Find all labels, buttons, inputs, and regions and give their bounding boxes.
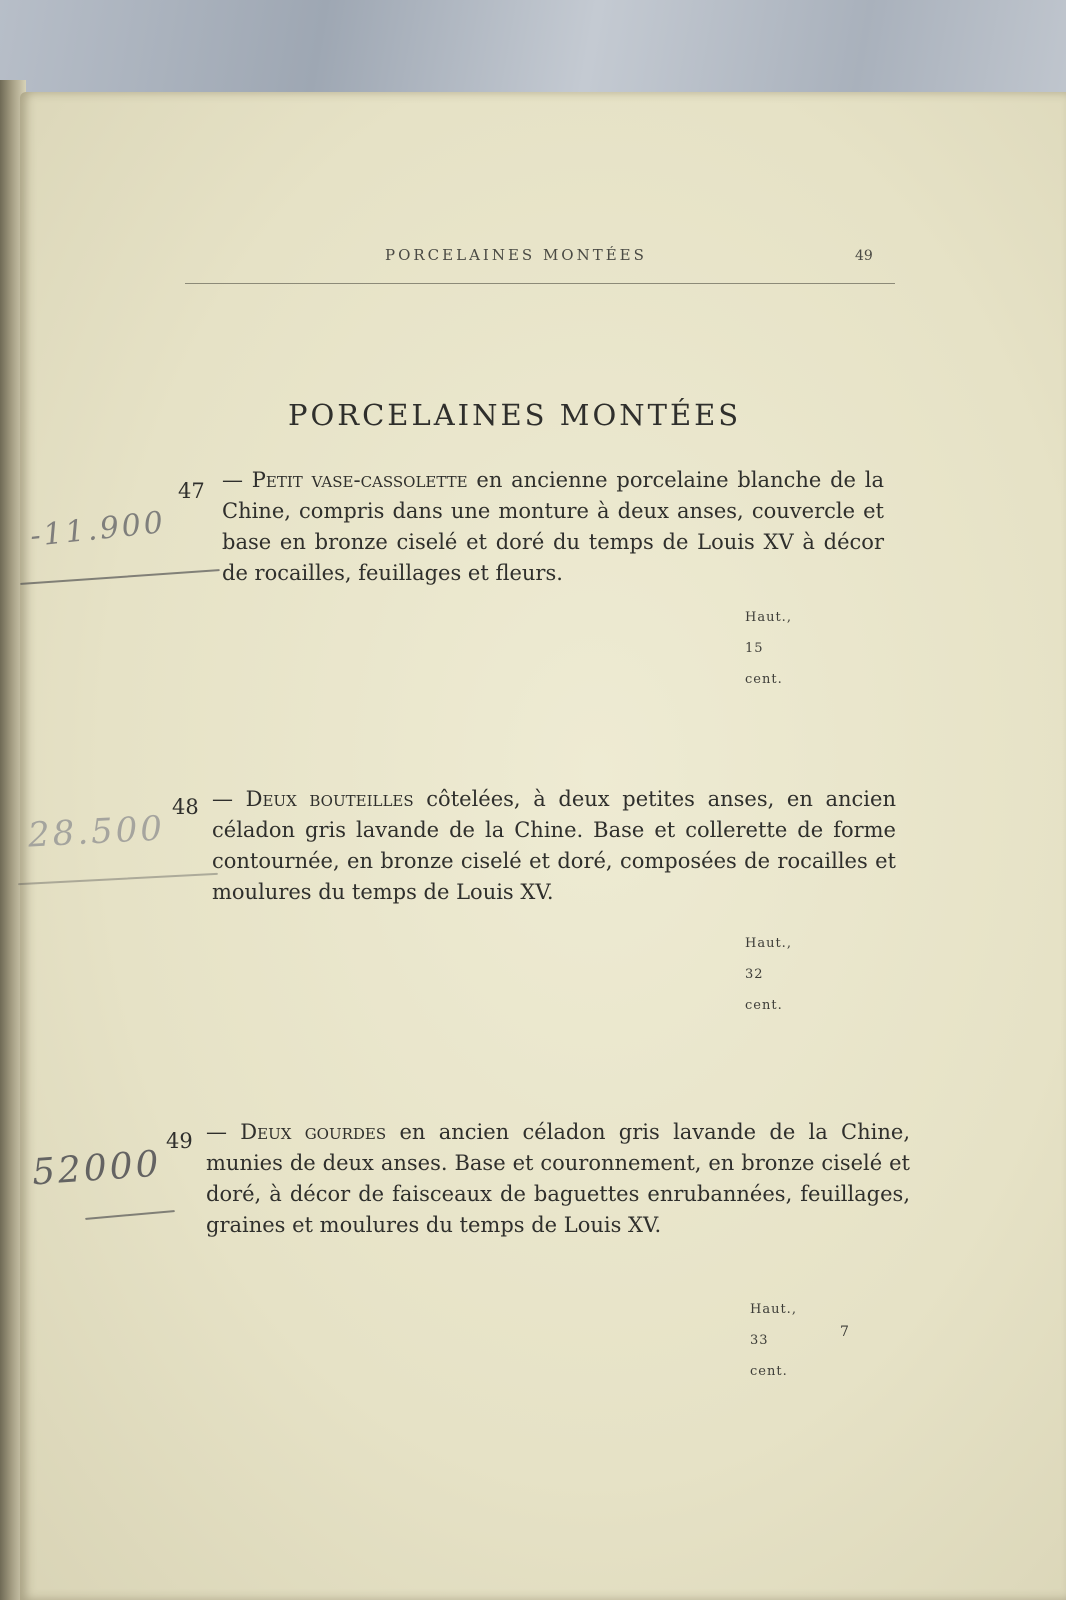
entry-description: côtelées, à deux petites anses, en ancien céladon gris lavande de la Chine. Base et collerette de forme contournée, en bronze ciselé et doré, composées de rocailles et moulures du temps de Louis XV. xyxy=(212,787,896,904)
entry-text xyxy=(222,465,884,589)
entry-dash: — xyxy=(222,468,243,492)
entry-dash: — xyxy=(212,787,233,811)
entry-number: 47 xyxy=(178,479,205,503)
section-title: PORCELAINES MONTÉES xyxy=(288,398,742,432)
entry-text xyxy=(212,784,896,908)
entry-lead: Deux bouteilles xyxy=(245,787,414,811)
handwritten-price: -11.900 xyxy=(28,504,168,555)
header-rule xyxy=(185,283,895,284)
handwritten-price: 52000 xyxy=(30,1143,163,1194)
entry-measure: Haut., 15 cent. xyxy=(745,610,792,687)
entry-measure: Haut., 33 cent. xyxy=(750,1302,797,1379)
entry-lead: Deux gourdes xyxy=(240,1120,387,1144)
handwritten-price: 28.500 xyxy=(27,808,166,856)
entry-dash: — xyxy=(206,1120,227,1144)
entry-description: en ancienne porcelaine blanche de la Chine, compris dans une monture à deux anses, couvercle et base en bronze ciselé et doré du temps de Louis XV à décor de rocailles, feuillages et fleurs. xyxy=(222,468,884,585)
entry-text xyxy=(206,1117,910,1241)
entry-number: 49 xyxy=(166,1129,193,1153)
entry-lead: Petit vase-cassolette xyxy=(251,468,468,492)
page-number: 49 xyxy=(855,248,873,264)
entry-number: 48 xyxy=(172,795,199,819)
entry-measure: Haut., 32 cent. xyxy=(745,936,792,1013)
entry-description: en ancien céladon gris lavande de la Chine, munies de deux anses. Base et couronnement, en bronze ciselé et doré, à décor de faisceaux de baguettes enrubannées, feuillages, graines et moulures du temps de Louis XV. xyxy=(206,1120,910,1237)
running-title: PORCELAINES MONTÉES xyxy=(385,246,647,264)
signature-mark: 7 xyxy=(840,1324,850,1340)
